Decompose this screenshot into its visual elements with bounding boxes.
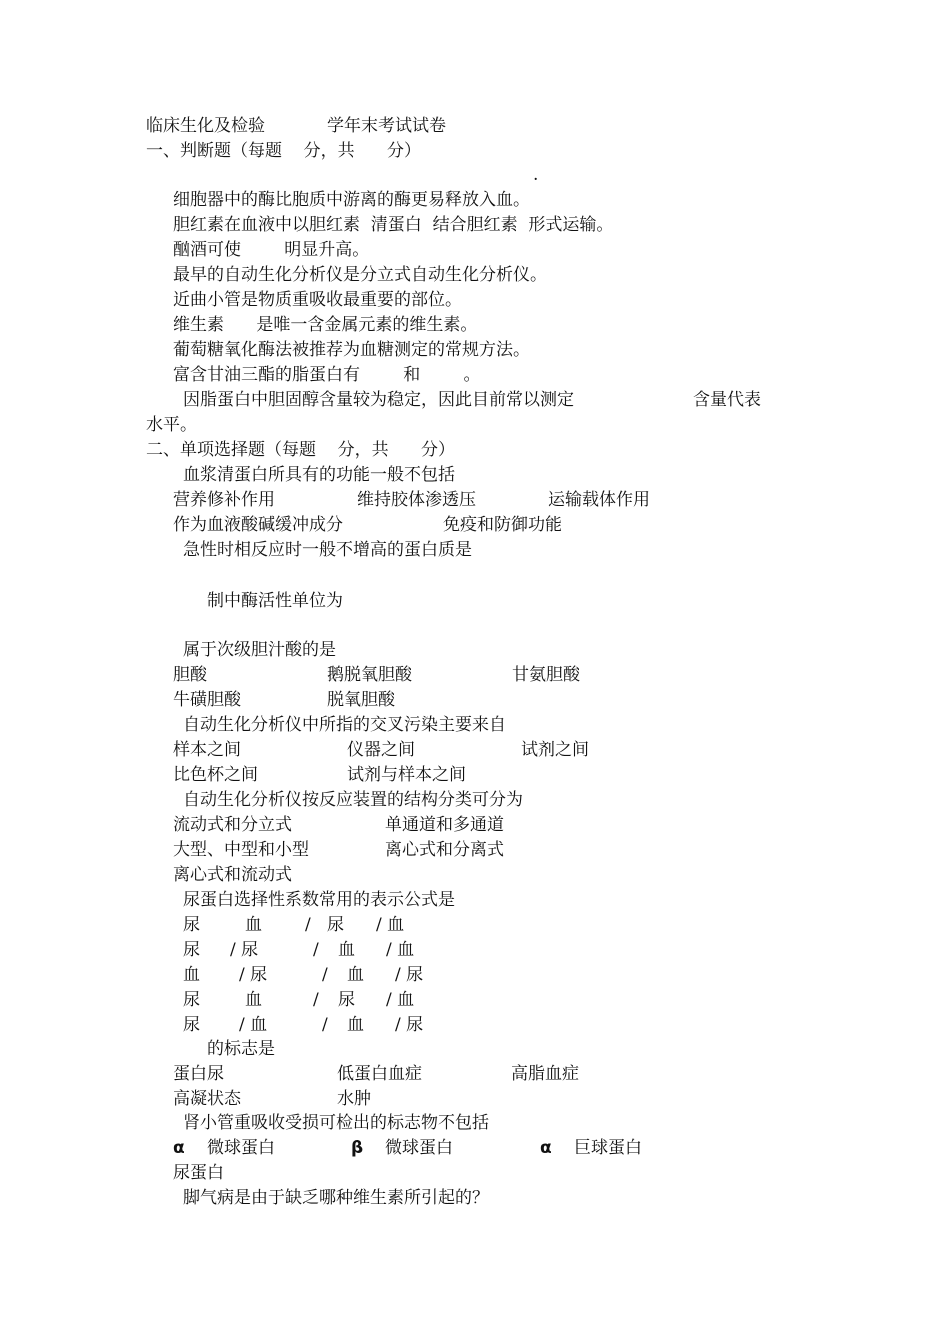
mc-q7-option-e-2: / 血 xyxy=(239,1015,268,1035)
mc-q1-stem: 血浆清蛋白所具有的功能一般不包括 xyxy=(183,465,455,485)
mc-q7-option-e-4: 血 xyxy=(347,1015,364,1035)
mc-q8-stem: 的标志是 xyxy=(207,1039,275,1059)
mc-q7-option-d-2: 血 xyxy=(245,990,262,1010)
mc-q5-option-a: 样本之间 xyxy=(173,740,241,760)
mc-q7-option-d-3: / xyxy=(313,990,319,1010)
tf-item-2: 胆红素在血液中以胆红素 清蛋白 结合胆红素 形式运输。 xyxy=(173,215,614,235)
mc-q5-option-e: 试剂与样本之间 xyxy=(347,765,466,785)
mc-q5-option-b: 仪器之间 xyxy=(347,740,415,760)
mc-q4-stem: 属于次级胆汁酸的是 xyxy=(183,640,336,660)
mc-q7-option-c-2: / 尿 xyxy=(239,965,268,985)
tf-item-1: 细胞器中的酶比胞质中游离的酶更易释放入血。 xyxy=(173,190,530,210)
mc-q5-option-c: 试剂之间 xyxy=(521,740,589,760)
mc-q7-option-c-5: / 尿 xyxy=(395,965,424,985)
tf-item-4: 最早的自动生化分析仪是分立式自动生化分析仪。 xyxy=(173,265,547,285)
tf-item-7: 葡萄糖氧化酶法被推荐为血糖测定的常规方法。 xyxy=(173,340,530,360)
mc-q9-option-d: 尿蛋白 xyxy=(173,1163,224,1183)
section2-heading: 二、单项选择题（每题 分，共 分） xyxy=(146,440,456,460)
exam-title-course: 临床生化及检验 xyxy=(146,116,265,136)
mc-q6-option-b: 单通道和多通道 xyxy=(385,815,504,835)
dot-mark: . xyxy=(533,165,539,185)
mc-q2-stem: 急性时相反应时一般不增高的蛋白质是 xyxy=(183,540,472,560)
mc-q7-option-c-1: 血 xyxy=(183,965,200,985)
mc-q7-option-e-1: 尿 xyxy=(183,1015,200,1035)
mc-q8-option-a: 蛋白尿 xyxy=(173,1064,224,1084)
tf-item-9-line1-end: 含量代表 xyxy=(693,390,761,410)
mc-q7-option-e-3: / xyxy=(322,1015,328,1035)
mc-q7-option-b-2: / 尿 xyxy=(230,940,259,960)
mc-q4-option-b: 鹅脱氧胆酸 xyxy=(327,665,412,685)
mc-q7-option-d-1: 尿 xyxy=(183,990,200,1010)
mc-q8-option-d: 高凝状态 xyxy=(173,1089,241,1109)
mc-q7-option-a-2: 血 xyxy=(245,915,262,935)
mc-q7-option-a-5: / 血 xyxy=(376,915,405,935)
mc-q7-option-d-4: 尿 xyxy=(338,990,355,1010)
mc-q7-option-d-5: / 血 xyxy=(386,990,415,1010)
mc-q6-option-a: 流动式和分立式 xyxy=(173,815,292,835)
mc-q9-option-a: 微球蛋白 xyxy=(207,1138,275,1158)
tf-item-9-line1: 因脂蛋白中胆固醇含量较为稳定，因此目前常以测定 xyxy=(183,390,574,410)
mc-q8-option-b: 低蛋白血症 xyxy=(337,1064,422,1084)
mc-q6-option-e: 离心式和流动式 xyxy=(173,865,292,885)
mc-q4-option-d: 牛磺胆酸 xyxy=(173,690,241,710)
mc-q9-option-b-greek: β xyxy=(351,1138,364,1158)
mc-q9-option-c: 巨球蛋白 xyxy=(574,1138,642,1158)
mc-q8-option-e: 水肿 xyxy=(337,1089,371,1109)
exam-title-term: 学年末考试试卷 xyxy=(327,116,446,136)
mc-q7-option-b-4: 血 xyxy=(338,940,355,960)
mc-q9-option-b: 微球蛋白 xyxy=(385,1138,453,1158)
mc-q9-option-a-greek: α xyxy=(173,1138,185,1158)
tf-item-8: 富含甘油三酯的脂蛋白有 和 。 xyxy=(173,365,481,385)
mc-q6-stem: 自动生化分析仪按反应装置的结构分类可分为 xyxy=(183,790,523,810)
mc-q5-option-d: 比色杯之间 xyxy=(173,765,258,785)
mc-q7-option-a-4: 尿 xyxy=(327,915,344,935)
mc-q6-option-c: 大型、中型和小型 xyxy=(173,840,309,860)
mc-q9-stem: 肾小管重吸收受损可检出的标志物不包括 xyxy=(183,1113,489,1133)
mc-q9-option-c-greek: α xyxy=(540,1138,552,1158)
mc-q7-option-c-3: / xyxy=(322,965,328,985)
mc-q6-option-d: 离心式和分离式 xyxy=(385,840,504,860)
mc-q1-option-c: 运输载体作用 xyxy=(548,490,650,510)
mc-q7-stem: 尿蛋白选择性系数常用的表示公式是 xyxy=(183,890,455,910)
mc-q3-stem: 制中酶活性单位为 xyxy=(207,591,343,611)
mc-q8-option-c: 高脂血症 xyxy=(511,1064,579,1084)
mc-q7-option-b-1: 尿 xyxy=(183,940,200,960)
mc-q5-stem: 自动生化分析仪中所指的交叉污染主要来自 xyxy=(183,715,506,735)
mc-q7-option-a-1: 尿 xyxy=(183,915,200,935)
mc-q1-option-e: 免疫和防御功能 xyxy=(443,515,562,535)
mc-q4-option-e: 脱氧胆酸 xyxy=(327,690,395,710)
mc-q10-stem: 脚气病是由于缺乏哪种维生素所引起的？ xyxy=(183,1188,489,1208)
mc-q4-option-a: 胆酸 xyxy=(173,665,207,685)
tf-item-5: 近曲小管是物质重吸收最重要的部位。 xyxy=(173,290,462,310)
mc-q7-option-a-3: / xyxy=(305,915,311,935)
tf-item-3: 酗酒可使 明显升高。 xyxy=(173,240,370,260)
mc-q1-option-b: 维持胶体渗透压 xyxy=(357,490,476,510)
tf-item-9-line2: 水平。 xyxy=(146,415,197,435)
mc-q7-option-b-3: / xyxy=(313,940,319,960)
tf-item-6: 维生素 是唯一含金属元素的维生素。 xyxy=(173,315,478,335)
mc-q4-option-c: 甘氨胆酸 xyxy=(512,665,580,685)
mc-q1-option-d: 作为血液酸碱缓冲成分 xyxy=(173,515,343,535)
mc-q7-option-b-5: / 血 xyxy=(386,940,415,960)
mc-q1-option-a: 营养修补作用 xyxy=(173,490,275,510)
mc-q7-option-c-4: 血 xyxy=(347,965,364,985)
section1-heading: 一、判断题（每题 分，共 分） xyxy=(146,141,422,161)
mc-q7-option-e-5: / 尿 xyxy=(395,1015,424,1035)
